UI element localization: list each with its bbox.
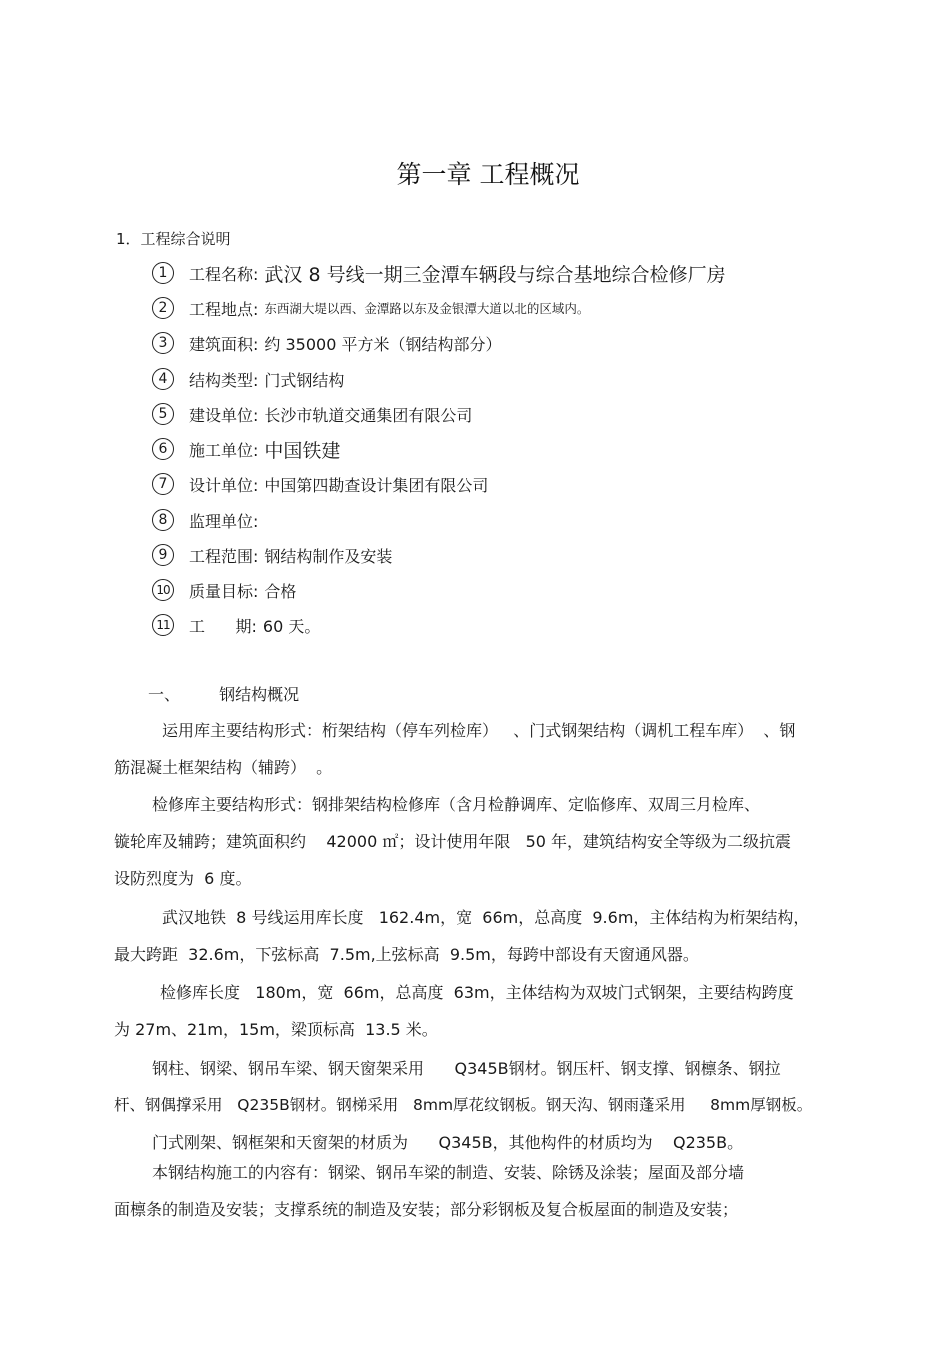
info-item-contractor bbox=[152, 436, 340, 462]
paragraph-line: 检修库长度 180m，宽 66m，总高度 63m，主体结构为双坡门式钢架，主要结构跨度 bbox=[160, 983, 794, 1002]
item-value: 东西湖大堤以西、金潭路以东及金银潭大道以北的区域内。 bbox=[264, 301, 590, 316]
item-label: 监理单位: bbox=[189, 511, 259, 531]
section-title: 钢结构概况 bbox=[219, 685, 300, 704]
circled-number: 2 bbox=[152, 297, 174, 319]
paragraph-construction-scope bbox=[114, 1154, 874, 1228]
info-item-structure-type bbox=[152, 366, 344, 392]
item-value: 钢结构制作及安装 bbox=[264, 546, 393, 566]
info-item-location bbox=[152, 295, 589, 321]
paragraph-repair-shop-dimensions bbox=[114, 974, 874, 1048]
item-value: 长沙市轨道交通集团有限公司 bbox=[264, 405, 473, 425]
paragraph-line: 最大跨距 32.6m，下弦标高 7.5m,上弦标高 9.5m，每跨中部设有天窗通风器。 bbox=[114, 945, 699, 964]
circled-number: 6 bbox=[152, 438, 174, 460]
item-label: 建筑面积: bbox=[189, 334, 259, 354]
paragraph-line: 钢柱、钢梁、钢吊车梁、钢天窗架采用 Q345B钢材。钢压杆、钢支撑、钢檩条、钢拉 bbox=[152, 1059, 781, 1078]
paragraph-line: 面檩条的制造及安装；支撑系统的制造及安装；部分彩钢板及复合板屋面的制造及安装； bbox=[114, 1200, 739, 1219]
section-heading-1: 1．工程综合说明 bbox=[116, 230, 231, 248]
item-value: 门式钢结构 bbox=[264, 370, 345, 390]
chapter-title: 第一章 工程概况 bbox=[396, 160, 580, 189]
item-label: 质量目标: bbox=[189, 581, 259, 601]
paragraph-yard-dimensions bbox=[114, 899, 874, 973]
info-item-client bbox=[152, 401, 472, 427]
paragraph-line: 武汉地铁 8 号线运用库长度 162.4m，宽 66m，总高度 9.6m，主体结构为桁架结构， bbox=[162, 908, 810, 927]
item-value: 中国铁建 bbox=[264, 439, 341, 462]
paragraph-line: 镟轮库及辅跨；建筑面积约 42000 ㎡；设计使用年限 50 年，建筑结构安全等级为二级抗震 bbox=[114, 832, 792, 851]
section-heading-2 bbox=[148, 682, 299, 705]
paragraph-line: 门式刚架、钢框架和天窗架的材质为 Q345B，其他构件的材质均为 Q235B。 bbox=[152, 1133, 744, 1152]
info-item-duration bbox=[152, 612, 320, 638]
info-item-quality-target bbox=[152, 577, 296, 603]
item-label: 施工单位: bbox=[189, 440, 259, 460]
circled-number: 4 bbox=[152, 368, 174, 390]
circled-number: 8 bbox=[152, 509, 174, 531]
info-item-designer bbox=[152, 471, 488, 497]
circled-number: 3 bbox=[152, 332, 174, 354]
paragraph-line: 筋混凝土框架结构（辅跨） 。 bbox=[114, 758, 333, 777]
item-value: 武汉 8 号线一期三金潭车辆段与综合基地综合检修厂房 bbox=[264, 263, 726, 286]
paragraph-line: 检修库主要结构形式：钢排架结构检修库（含月检静调库、定临修库、双周三月检库、 bbox=[152, 795, 761, 814]
paragraph-yard-structure bbox=[114, 712, 874, 786]
item-label: 工程地点: bbox=[189, 299, 259, 319]
circled-number: 10 bbox=[152, 579, 174, 601]
item-label: 工 期: bbox=[189, 616, 257, 636]
info-item-supervisor bbox=[152, 507, 264, 533]
circled-number: 1 bbox=[152, 262, 174, 284]
item-label: 设计单位: bbox=[189, 475, 259, 495]
item-label: 工程范围: bbox=[189, 546, 259, 566]
circled-number: 11 bbox=[152, 614, 174, 636]
paragraph-line: 杆、钢偶撑采用 Q235B钢材。钢梯采用 8mm厚花纹钢板。钢天沟、钢雨蓬采用 8mm厚钢板。 bbox=[114, 1096, 813, 1114]
info-item-area bbox=[152, 330, 501, 356]
paragraph-line: 本钢结构施工的内容有：钢梁、钢吊车梁的制造、安装、除锈及涂装；屋面及部分墙 bbox=[152, 1163, 745, 1182]
circled-number: 7 bbox=[152, 473, 174, 495]
item-label: 工程名称: bbox=[189, 264, 259, 284]
paragraph-line: 设防烈度为 6 度。 bbox=[114, 869, 252, 888]
item-value: 合格 bbox=[264, 581, 297, 601]
item-value: 约 35000 平方米（钢结构部分） bbox=[264, 334, 502, 354]
item-label: 结构类型: bbox=[189, 370, 259, 390]
circled-number: 9 bbox=[152, 544, 174, 566]
paragraph-steel-materials bbox=[114, 1050, 874, 1124]
paragraph-repair-shop-structure bbox=[114, 786, 874, 897]
info-item-project-name bbox=[152, 260, 726, 286]
paragraph-line: 运用库主要结构形式：桁架结构（停车列检库） 、门式钢架结构（调机工程车库） 、钢 bbox=[162, 721, 796, 740]
item-value: 60 天。 bbox=[262, 616, 321, 636]
circled-number: 5 bbox=[152, 403, 174, 425]
paragraph-line: 为 27m、21m，15m，梁顶标高 13.5 米。 bbox=[114, 1020, 438, 1039]
item-label: 建设单位: bbox=[189, 405, 259, 425]
info-item-scope bbox=[152, 542, 392, 568]
item-value: 中国第四勘查设计集团有限公司 bbox=[264, 475, 489, 495]
section-number: 一、 bbox=[148, 685, 181, 704]
